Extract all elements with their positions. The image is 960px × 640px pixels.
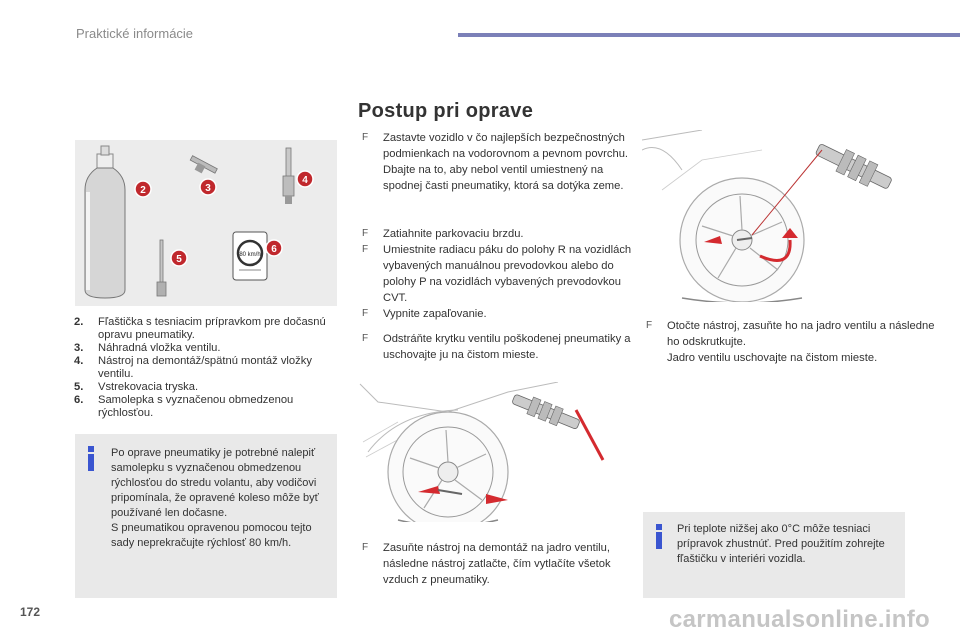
step-bullet: F [362, 542, 369, 553]
valve-tool-drawing [510, 390, 582, 433]
svg-text:6: 6 [271, 244, 277, 255]
info-left-text-1: Po oprave pneumatiky je potrebné nalepiť samolepku s vyznačenou obmedzenou rýchlosťou do stredu volantu, aby vodičovi pripomínala, že opravené koleso môže byť používané len dočasne. [111, 447, 319, 519]
step-turn-tool: F Otočte nástroj, zasuňte ho na jadro ventilu a následne ho odskrutkujte. Jadro ventilu uschovajte na čistom mieste. [646, 320, 935, 364]
svg-text:2: 2 [140, 185, 146, 196]
legend-item: 3. Náhradná vložka ventilu. [74, 342, 221, 354]
valve-tool-drawing [813, 138, 895, 195]
step-bullet: F [362, 132, 369, 143]
info-box-sticker [75, 434, 337, 598]
legend-item: 6. Samolepka s vyznačenou obmedzenou rýchlosťou. [74, 394, 294, 419]
sticker-speed-text: 80 km/h [239, 252, 261, 258]
info-icon [87, 446, 95, 471]
legend-item: 5. Vstrekovacia tryska. [74, 381, 199, 393]
svg-text:5: 5 [176, 254, 182, 265]
sealant-bottle-illustration [85, 146, 125, 298]
step-gear-lever: F Umiestnite radiacu páku do polohy R na vozidlách vybavených manuálnou prevodovkou alebo do polohy P na vozidlách vybavených prevodovkou CVT. [362, 244, 632, 304]
nozzle-illustration [157, 240, 166, 296]
step-bullet: F [362, 228, 369, 239]
step-stop-vehicle: F Zastavte vozidlo v čo najlepších bezpečnostných podmienkach na vodorovnom a pevnom povrchu. Dbajte na to, aby nebol ventil umiestnený na spodnej časti pneumatiky, ktorá sa dotýka zeme. [362, 132, 629, 192]
kit-components-figure [75, 140, 337, 306]
callout-4 [297, 171, 313, 187]
step-bullet: F [362, 333, 369, 344]
callout-3 [200, 179, 216, 195]
valve-core-illustration [190, 156, 217, 174]
page-number: 172 [20, 605, 41, 619]
step-insert-tool: F Zasuňte nástroj na demontáž na jadro ventilu, následne nástroj zatlačte, čím vytlačíte všetok vzduch z pneumatiky. [362, 542, 611, 586]
header-accent-bar [458, 33, 960, 37]
info-right-text: Pri teplote nižšej ako 0°C môže tesniaci prípravok zhustnúť. Pred použitím zohrejte fľaštičku v interiéri vozidla. [677, 523, 885, 565]
svg-text:3: 3 [205, 183, 211, 194]
svg-text:4: 4 [302, 175, 308, 186]
info-left-text-2: S pneumatikou opravenou pomocou tejto sady neprekračujte rýchlosť 80 km/h. [111, 522, 312, 549]
legend-item: 2. Fľaštička s tesniacim prípravkom pre dočasnú opravu pneumatiky. [74, 316, 326, 341]
step-bullet: F [362, 244, 369, 255]
step-parking-brake: F Zatiahnite parkovaciu brzdu. [362, 228, 524, 240]
page-header-title: Praktické informácie [76, 26, 194, 41]
step-bullet: F [646, 320, 653, 331]
callout-2 [135, 181, 151, 197]
step-bullet: F [362, 308, 369, 319]
legend-item: 4. Nástroj na demontáž/spätnú montáž vložky ventilu. [74, 355, 312, 380]
components-legend [74, 316, 344, 420]
speed-sticker-illustration [233, 232, 267, 280]
step-remove-cap: F Odstráňte krytku ventilu poškodenej pneumatiky a uschovajte ju na čistom mieste. [362, 333, 631, 361]
info-icon [655, 524, 663, 549]
arrow-red [576, 410, 603, 460]
section-title: Postup pri oprave [358, 100, 534, 122]
step-ignition-off: F Vypnite zapaľovanie. [362, 308, 487, 320]
info-box-temperature [643, 512, 905, 598]
wheel-tool-insert-figure [358, 382, 620, 522]
valve-tool-illustration [283, 148, 294, 204]
wheel-tool-turn-figure [642, 130, 904, 302]
watermark: carmanualsonline.info [668, 606, 930, 633]
callout-6 [266, 240, 282, 256]
callout-5 [171, 250, 187, 266]
